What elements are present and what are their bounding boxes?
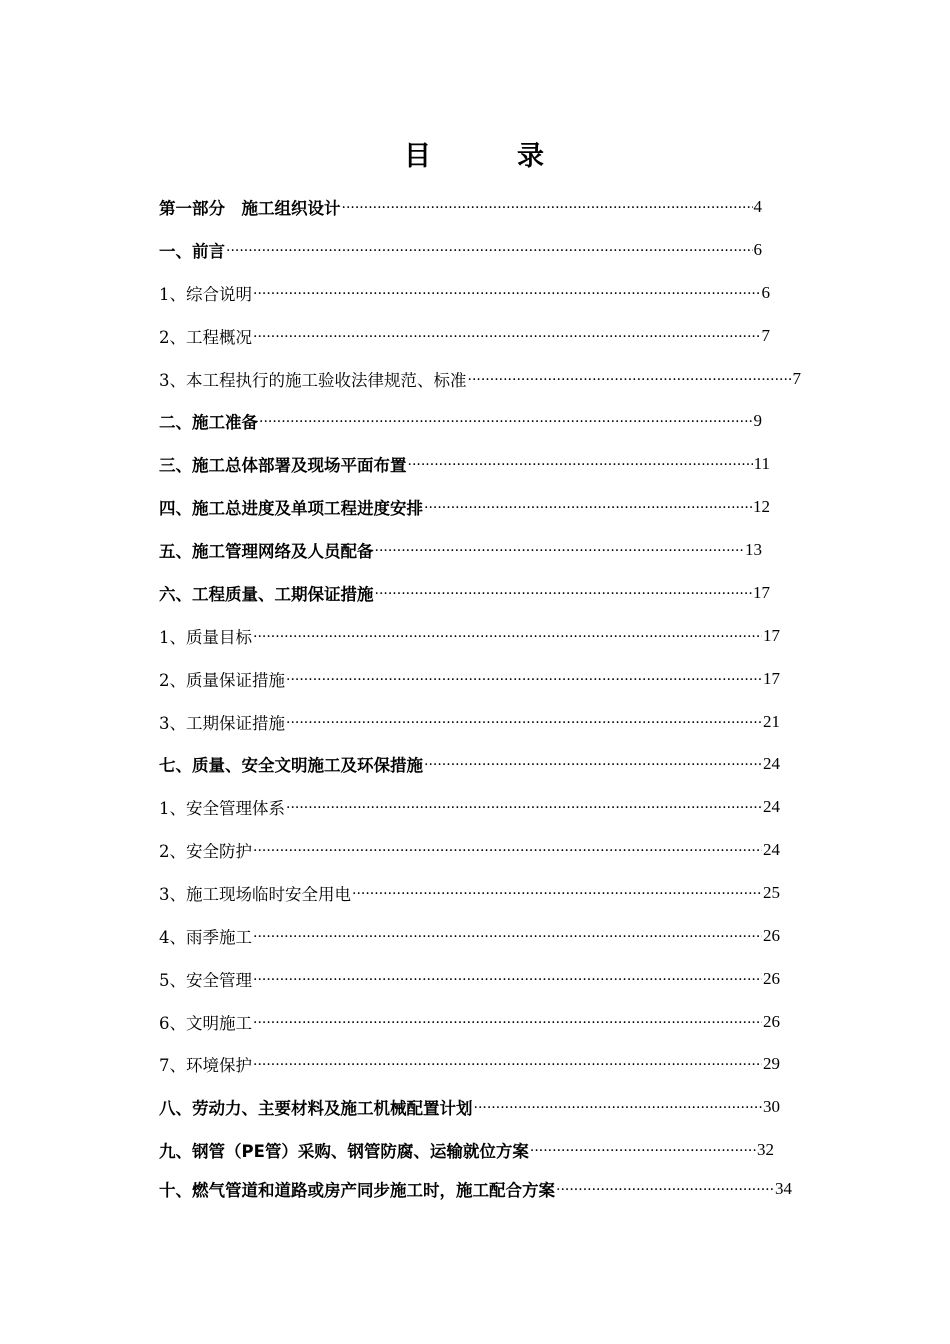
toc-entry-label: 3、工期保证措施 xyxy=(159,714,285,733)
toc-entry-label: 2、安全防护 xyxy=(159,842,252,861)
toc-leader-dots xyxy=(556,1182,774,1198)
toc-leader-dots xyxy=(253,972,762,988)
toc-leader-dots xyxy=(424,757,762,773)
toc-entry xyxy=(159,1135,774,1165)
toc-entry-label: 2、质量保证措施 xyxy=(159,671,285,690)
toc-entry xyxy=(159,964,780,994)
toc-entry-page-number: 32 xyxy=(757,1140,774,1159)
toc-leader-dots xyxy=(253,1057,762,1073)
toc-entry xyxy=(159,1092,780,1122)
toc-entry-page-number: 30 xyxy=(763,1097,780,1116)
toc-entry-page-number: 17 xyxy=(763,626,780,645)
toc-entry-page-number: 12 xyxy=(753,497,770,516)
toc-entry-label: 八、劳动力、主要材料及施工机械配置计划 xyxy=(159,1099,473,1118)
toc-leader-dots xyxy=(342,200,753,216)
toc-entry xyxy=(159,1007,780,1037)
toc-entry-label: 5、安全管理 xyxy=(159,971,252,990)
toc-entry-label: 三、施工总体部署及现场平面布置 xyxy=(159,456,407,475)
toc-entry-label: 九、钢管（PE管）采购、钢管防腐、运输就位方案 xyxy=(159,1142,529,1161)
toc-entry xyxy=(159,235,762,265)
toc-entry-label: 6、文明施工 xyxy=(159,1014,252,1033)
toc-entry xyxy=(159,749,780,779)
toc-entry-page-number: 24 xyxy=(763,840,780,859)
toc-entry-page-number: 13 xyxy=(745,540,762,559)
toc-leader-dots xyxy=(375,543,745,559)
toc-entry-label: 7、环境保护 xyxy=(159,1056,252,1075)
title-char-right: 录 xyxy=(517,141,546,172)
toc-entry-page-number: 26 xyxy=(763,1012,780,1031)
toc-leader-dots xyxy=(253,629,762,645)
toc-entry-page-number: 21 xyxy=(763,712,780,731)
toc-entry xyxy=(159,792,780,822)
toc-entry xyxy=(159,492,770,522)
toc-entry-label: 二、施工准备 xyxy=(159,413,258,432)
toc-leader-dots xyxy=(408,457,753,473)
toc-entry xyxy=(159,621,780,651)
toc-entry-page-number: 26 xyxy=(763,926,780,945)
toc-entry-page-number: 11 xyxy=(753,454,770,473)
toc-entry-page-number: 4 xyxy=(753,197,762,216)
toc-entry-page-number: 6 xyxy=(761,283,770,302)
toc-leader-dots xyxy=(530,1143,756,1159)
toc-entry-label: 一、前言 xyxy=(159,242,225,261)
toc-entry-page-number: 24 xyxy=(763,797,780,816)
toc-leader-dots xyxy=(424,500,752,516)
toc-entry xyxy=(159,664,780,694)
toc-leader-dots xyxy=(253,286,761,302)
toc-entry xyxy=(159,878,780,908)
toc-entry-page-number: 24 xyxy=(763,754,780,773)
toc-entry xyxy=(159,1174,792,1204)
toc-leader-dots xyxy=(253,329,761,345)
toc-entry-label: 五、施工管理网络及人员配备 xyxy=(159,542,374,561)
toc-entry-label: 1、综合说明 xyxy=(159,285,252,304)
toc-leader-dots xyxy=(253,1015,762,1031)
toc-leader-dots xyxy=(468,372,792,388)
toc-leader-dots xyxy=(286,800,762,816)
toc-entry-page-number: 34 xyxy=(775,1179,792,1198)
toc-leader-dots xyxy=(286,672,762,688)
toc-entry xyxy=(159,578,770,608)
toc-entry xyxy=(159,921,780,951)
toc-entry-page-number: 25 xyxy=(763,883,780,902)
toc-entry xyxy=(159,707,780,737)
toc-entry-label: 3、施工现场临时安全用电 xyxy=(159,885,351,904)
toc-leader-dots xyxy=(259,414,753,430)
toc-entry xyxy=(159,835,780,865)
toc-entry-page-number: 17 xyxy=(763,669,780,688)
toc-entry-page-number: 17 xyxy=(753,583,770,602)
toc-leader-dots xyxy=(352,886,762,902)
toc-entry-page-number: 26 xyxy=(763,969,780,988)
toc-entry xyxy=(159,535,762,565)
toc-entry-label: 六、工程质量、工期保证措施 xyxy=(159,585,374,604)
toc-entry-label: 四、施工总进度及单项工程进度安排 xyxy=(159,499,423,518)
toc-entry-page-number: 6 xyxy=(753,240,762,259)
toc-entry xyxy=(159,321,770,351)
toc-entry-page-number: 29 xyxy=(763,1054,780,1073)
toc-leader-dots xyxy=(286,715,762,731)
page-title xyxy=(0,134,950,173)
toc-leader-dots xyxy=(253,843,762,859)
toc-entry xyxy=(159,192,762,222)
toc-entry xyxy=(159,406,762,436)
toc-entry xyxy=(159,364,801,394)
toc-entry-label: 1、质量目标 xyxy=(159,628,252,647)
toc-entry-page-number: 7 xyxy=(792,369,801,388)
toc-entry-label: 第一部分 施工组织设计 xyxy=(159,199,341,218)
toc-entry-label: 1、安全管理体系 xyxy=(159,799,285,818)
toc-leader-dots xyxy=(474,1100,763,1116)
toc-entry-page-number: 7 xyxy=(761,326,770,345)
toc-entry xyxy=(159,278,770,308)
toc-leader-dots xyxy=(226,243,753,259)
toc-entry xyxy=(159,449,770,479)
toc-entry-label: 十、燃气管道和道路或房产同步施工时，施工配合方案 xyxy=(159,1181,555,1200)
toc-entry-label: 2、工程概况 xyxy=(159,328,252,347)
toc-entry-label: 4、雨季施工 xyxy=(159,928,252,947)
toc-entry-page-number: 9 xyxy=(753,411,762,430)
toc-entry-label: 七、质量、安全文明施工及环保措施 xyxy=(159,756,423,775)
toc-leader-dots xyxy=(375,586,753,602)
toc-entry-label: 3、本工程执行的施工验收法律规范、标准 xyxy=(159,371,467,390)
title-char-left: 目 xyxy=(404,141,433,172)
toc-entry xyxy=(159,1049,780,1079)
toc-leader-dots xyxy=(253,929,762,945)
